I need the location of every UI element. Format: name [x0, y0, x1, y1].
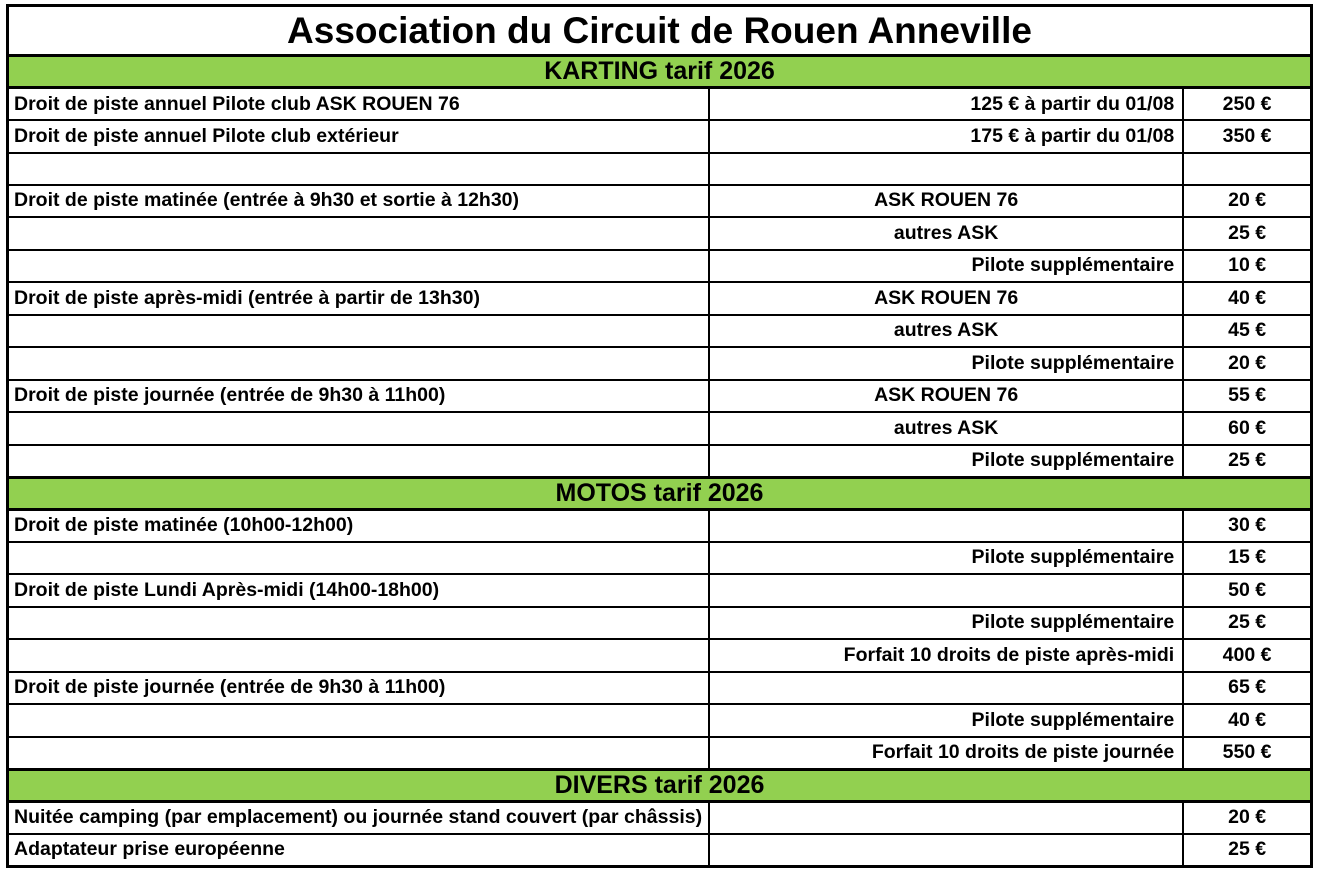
row-description: Droit de piste matinée (entrée à 9h30 et sortie à 12h30): [8, 185, 710, 218]
row-price: 30 €: [1183, 509, 1311, 542]
table-row: [8, 704, 1312, 737]
row-qualifier: autres ASK: [709, 315, 1183, 348]
row-description: [8, 217, 710, 250]
row-price: 25 €: [1183, 607, 1311, 640]
row-description: Droit de piste journée (entrée de 9h30 à 11h00): [8, 380, 710, 413]
row-qualifier: ASK ROUEN 76: [709, 380, 1183, 413]
row-qualifier: [709, 153, 1183, 185]
table-row: [8, 250, 1312, 283]
row-price: 15 €: [1183, 542, 1311, 575]
row-description: [8, 412, 710, 445]
table-row: [8, 185, 1312, 218]
table-row: [8, 574, 1312, 607]
table-row: [8, 217, 1312, 250]
section-header-row: [8, 477, 1312, 509]
row-description: [8, 607, 710, 640]
row-qualifier: ASK ROUEN 76: [709, 282, 1183, 315]
row-price: 20 €: [1183, 801, 1311, 834]
row-qualifier: [709, 834, 1183, 867]
row-qualifier: Forfait 10 droits de piste journée: [709, 737, 1183, 770]
table-row: [8, 639, 1312, 672]
row-qualifier: Pilote supplémentaire: [709, 347, 1183, 380]
row-price: 55 €: [1183, 380, 1311, 413]
table-row: [8, 737, 1312, 770]
row-qualifier: 175 € à partir du 01/08: [709, 120, 1183, 153]
table-row: [8, 509, 1312, 542]
row-price: 25 €: [1183, 217, 1311, 250]
table-row: [8, 834, 1312, 867]
section-header-label: KARTING tarif 2026: [8, 56, 1312, 88]
row-qualifier: Pilote supplémentaire: [709, 542, 1183, 575]
row-price: 20 €: [1183, 185, 1311, 218]
section-header-row: [8, 769, 1312, 801]
row-description: [8, 704, 710, 737]
row-qualifier: [709, 509, 1183, 542]
row-description: Droit de piste annuel Pilote club extérieur: [8, 120, 710, 153]
row-qualifier: [709, 574, 1183, 607]
row-price: 25 €: [1183, 445, 1311, 478]
row-price: 550 €: [1183, 737, 1311, 770]
table-row: [8, 607, 1312, 640]
table-row: [8, 347, 1312, 380]
row-qualifier: Forfait 10 droits de piste après-midi: [709, 639, 1183, 672]
row-description: Adaptateur prise européenne: [8, 834, 710, 867]
row-description: [8, 315, 710, 348]
row-description: Droit de piste journée (entrée de 9h30 à 11h00): [8, 672, 710, 705]
row-qualifier: [709, 801, 1183, 834]
row-price: 50 €: [1183, 574, 1311, 607]
section-header-label: MOTOS tarif 2026: [8, 477, 1312, 509]
row-description: [8, 153, 710, 185]
row-price: 40 €: [1183, 704, 1311, 737]
section-header-label: DIVERS tarif 2026: [8, 769, 1312, 801]
row-qualifier: Pilote supplémentaire: [709, 445, 1183, 478]
table-row: [8, 120, 1312, 153]
table-row: [8, 282, 1312, 315]
row-price: 350 €: [1183, 120, 1311, 153]
table-row: [8, 380, 1312, 413]
row-price: 400 €: [1183, 639, 1311, 672]
row-description: [8, 250, 710, 283]
row-price: 40 €: [1183, 282, 1311, 315]
row-qualifier: Pilote supplémentaire: [709, 607, 1183, 640]
table-row: [8, 88, 1312, 121]
pricing-table-body: [8, 6, 1312, 867]
table-row: [8, 315, 1312, 348]
row-description: [8, 737, 710, 770]
row-description: [8, 347, 710, 380]
row-qualifier: autres ASK: [709, 217, 1183, 250]
row-price: 25 €: [1183, 834, 1311, 867]
row-description: [8, 639, 710, 672]
row-description: Nuitée camping (par emplacement) ou journée stand couvert (par châssis): [8, 801, 710, 834]
table-row: [8, 801, 1312, 834]
row-description: Droit de piste matinée (10h00-12h00): [8, 509, 710, 542]
row-qualifier: Pilote supplémentaire: [709, 704, 1183, 737]
row-price: 45 €: [1183, 315, 1311, 348]
row-qualifier: Pilote supplémentaire: [709, 250, 1183, 283]
title-row: [8, 6, 1312, 56]
row-description: Droit de piste Lundi Après-midi (14h00-18h00): [8, 574, 710, 607]
row-price: 10 €: [1183, 250, 1311, 283]
row-qualifier: ASK ROUEN 76: [709, 185, 1183, 218]
row-price: 65 €: [1183, 672, 1311, 705]
row-qualifier: [709, 672, 1183, 705]
row-description: [8, 445, 710, 478]
row-price: 60 €: [1183, 412, 1311, 445]
row-description: [8, 542, 710, 575]
table-row: [8, 445, 1312, 478]
section-header-row: [8, 56, 1312, 88]
table-row: [8, 542, 1312, 575]
row-price: [1183, 153, 1311, 185]
row-description: Droit de piste annuel Pilote club ASK ROUEN 76: [8, 88, 710, 121]
table-row: [8, 412, 1312, 445]
page-title: Association du Circuit de Rouen Anneville: [8, 6, 1312, 56]
spacer-row: [8, 153, 1312, 185]
row-description: Droit de piste après-midi (entrée à partir de 13h30): [8, 282, 710, 315]
row-price: 250 €: [1183, 88, 1311, 121]
row-qualifier: autres ASK: [709, 412, 1183, 445]
row-price: 20 €: [1183, 347, 1311, 380]
table-row: [8, 672, 1312, 705]
row-qualifier: 125 € à partir du 01/08: [709, 88, 1183, 121]
pricing-table: [6, 4, 1313, 868]
